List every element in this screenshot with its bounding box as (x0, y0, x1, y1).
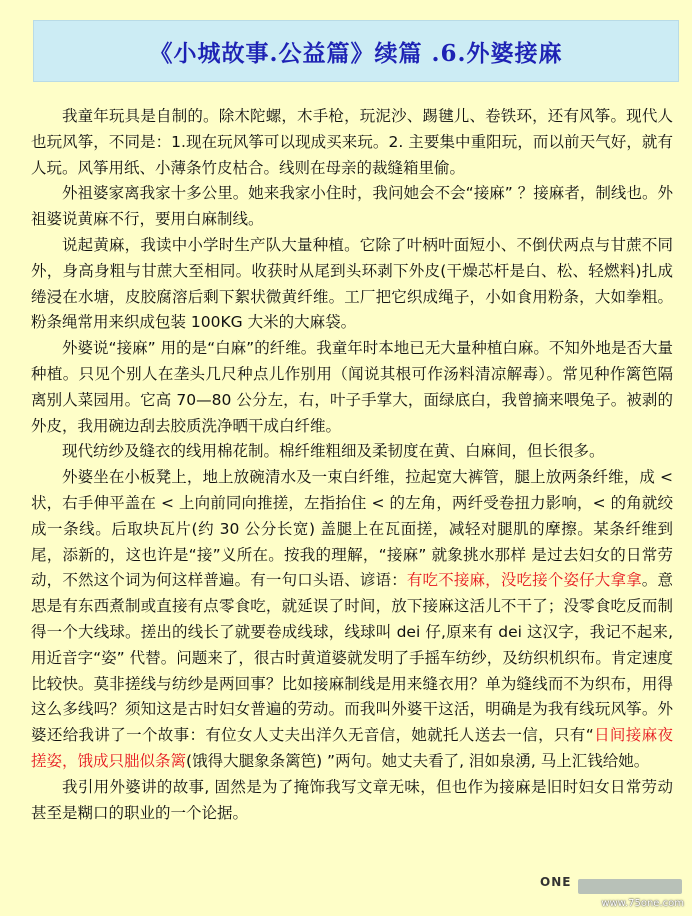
watermark-url: www.75one.com (601, 898, 684, 909)
paragraph (31, 336, 673, 439)
paragraph (31, 439, 673, 465)
paragraph (31, 181, 673, 233)
paragraph-text: 外婆说“接麻” 用的是“白麻”的纤维。我童年时本地已无大量种植白麻。不知外地是否大量种植。只见个别人在垄头几尺种点儿作别用（闻说其根可作汤料清凉解毒）。常见种作篱笆隔离别人菜园用。它高 70—80 公分左，右，叶子手掌大，面绿底白，我曾摘来喂兔子。被剥的外皮，我用碗边刮去胶质洗净晒干成白纤维。 (31, 339, 673, 435)
paragraph (31, 465, 673, 775)
paragraph-text: 我引用外婆讲的故事, 固然是为了掩饰我写文章无味，但也作为接麻是旧时妇女日常劳动甚至是糊口的职业的一个论据。 (31, 777, 673, 822)
article-body (31, 104, 673, 826)
paragraph-text: 现代纺纱及缝衣的线用棉花制。棉纤维粗细及柔韧度在黄、白麻间，但长很多。 (62, 442, 605, 461)
page-title: 《小城故事.公益篇》续篇 .6.外婆接麻 (149, 39, 563, 67)
paragraph-text: 外祖婆家离我家十多公里。她来我家小住时，我问她会不会“接麻” ？接麻者，制线也。外祖婆说黄麻不行，要用白麻制线。 (31, 184, 673, 229)
paragraph-text: 外婆坐在小板凳上，地上放碗清水及一束白纤维，拉起宽大裤管，腿上放两条纤维，成 < 状，右手伸平盖在 < 上向前同向推搓，左指抬住 < 的左角，两纤受卷扭力影响，< 的角就绞成一条线。后取块瓦片(约 30 公分长宽) 盖腿上在瓦面搓，减轻对腿肌的摩擦。某条纤维到尾，添新的，这也许是“接”义所在。按我的理解，“接麻” 就象挑水那样 是过去妇女的日常劳动，不然这个词为何这样普遍。有一句口头语、谚语： (31, 468, 673, 590)
paragraph (31, 104, 673, 181)
paragraph-text: 。意思是有东西煮制或直接有点零食吃，就延误了时间，放下接麻这活儿不干了；没零食吃反而制得一个大线球。搓出的线长了就要卷成线球，线球叫 dei 仔,原来有 dei 这汉字，我记不起来,用近音字“姿” 代替。问题来了，很古时黄道婆就发明了手摇车纺纱，及纺织机织布。肯定速度比较快。莫非搓线与纺纱是两回事？比如接麻制线是用来缝衣用？单为缝线而不为织布，用得这么多线吗？须知这是古时妇女普遍的劳动。而我叫外婆干这活，明确是为我有线玩风筝。外婆还给我讲了一个故事：有位女人丈夫出洋久无音信，她就托人送去一信，只有“ (31, 571, 673, 745)
watermark (536, 875, 686, 911)
paragraph-text: 我童年玩具是自制的。除木陀螺，木手枪，玩泥沙、踢毽儿、卷铁环，还有风筝。现代人也玩风筝，不同是：1.现在玩风筝可以现成买来玩。2. 主要集中重阳玩，而以前天气好，就有人玩。风筝用纸、小薄条竹皮枯合。线则在母亲的裁缝箱里偷。 (31, 107, 673, 177)
title-banner (33, 20, 679, 82)
highlighted-proverb: 有吃不接麻，没吃接个姿仔大拿拿 (406, 571, 642, 590)
highlighted-proverb: 日间接麻夜搓姿，饿成只胐似条篱 (31, 726, 673, 770)
paragraph (31, 775, 673, 827)
paragraph-text: (饿得大腿象条篱笆) ”两句。她丈夫看了, 泪如泉湧, 马上汇钱给她。 (186, 751, 650, 770)
watermark-logo: ONE (540, 875, 572, 889)
paragraph-text: 说起黄麻，我读中小学时生产队大量种植。它除了叶柄叶面短小、不倒伏两点与甘蔗不同外，身高身粗与甘蔗大至相同。收获时从尾到头环剥下外皮(干燥芯杆是白、松、轻燃料)扎成绻浸在水塘，皮胶腐溶后剩下絮状微黄纤维。工厂把它织成绳子，小如食用粉条，大如拳粗。粉条绳常用来织成包装 100KG 大米的大麻袋。 (31, 235, 673, 332)
watermark-bar (578, 879, 682, 894)
paragraph (31, 233, 673, 336)
